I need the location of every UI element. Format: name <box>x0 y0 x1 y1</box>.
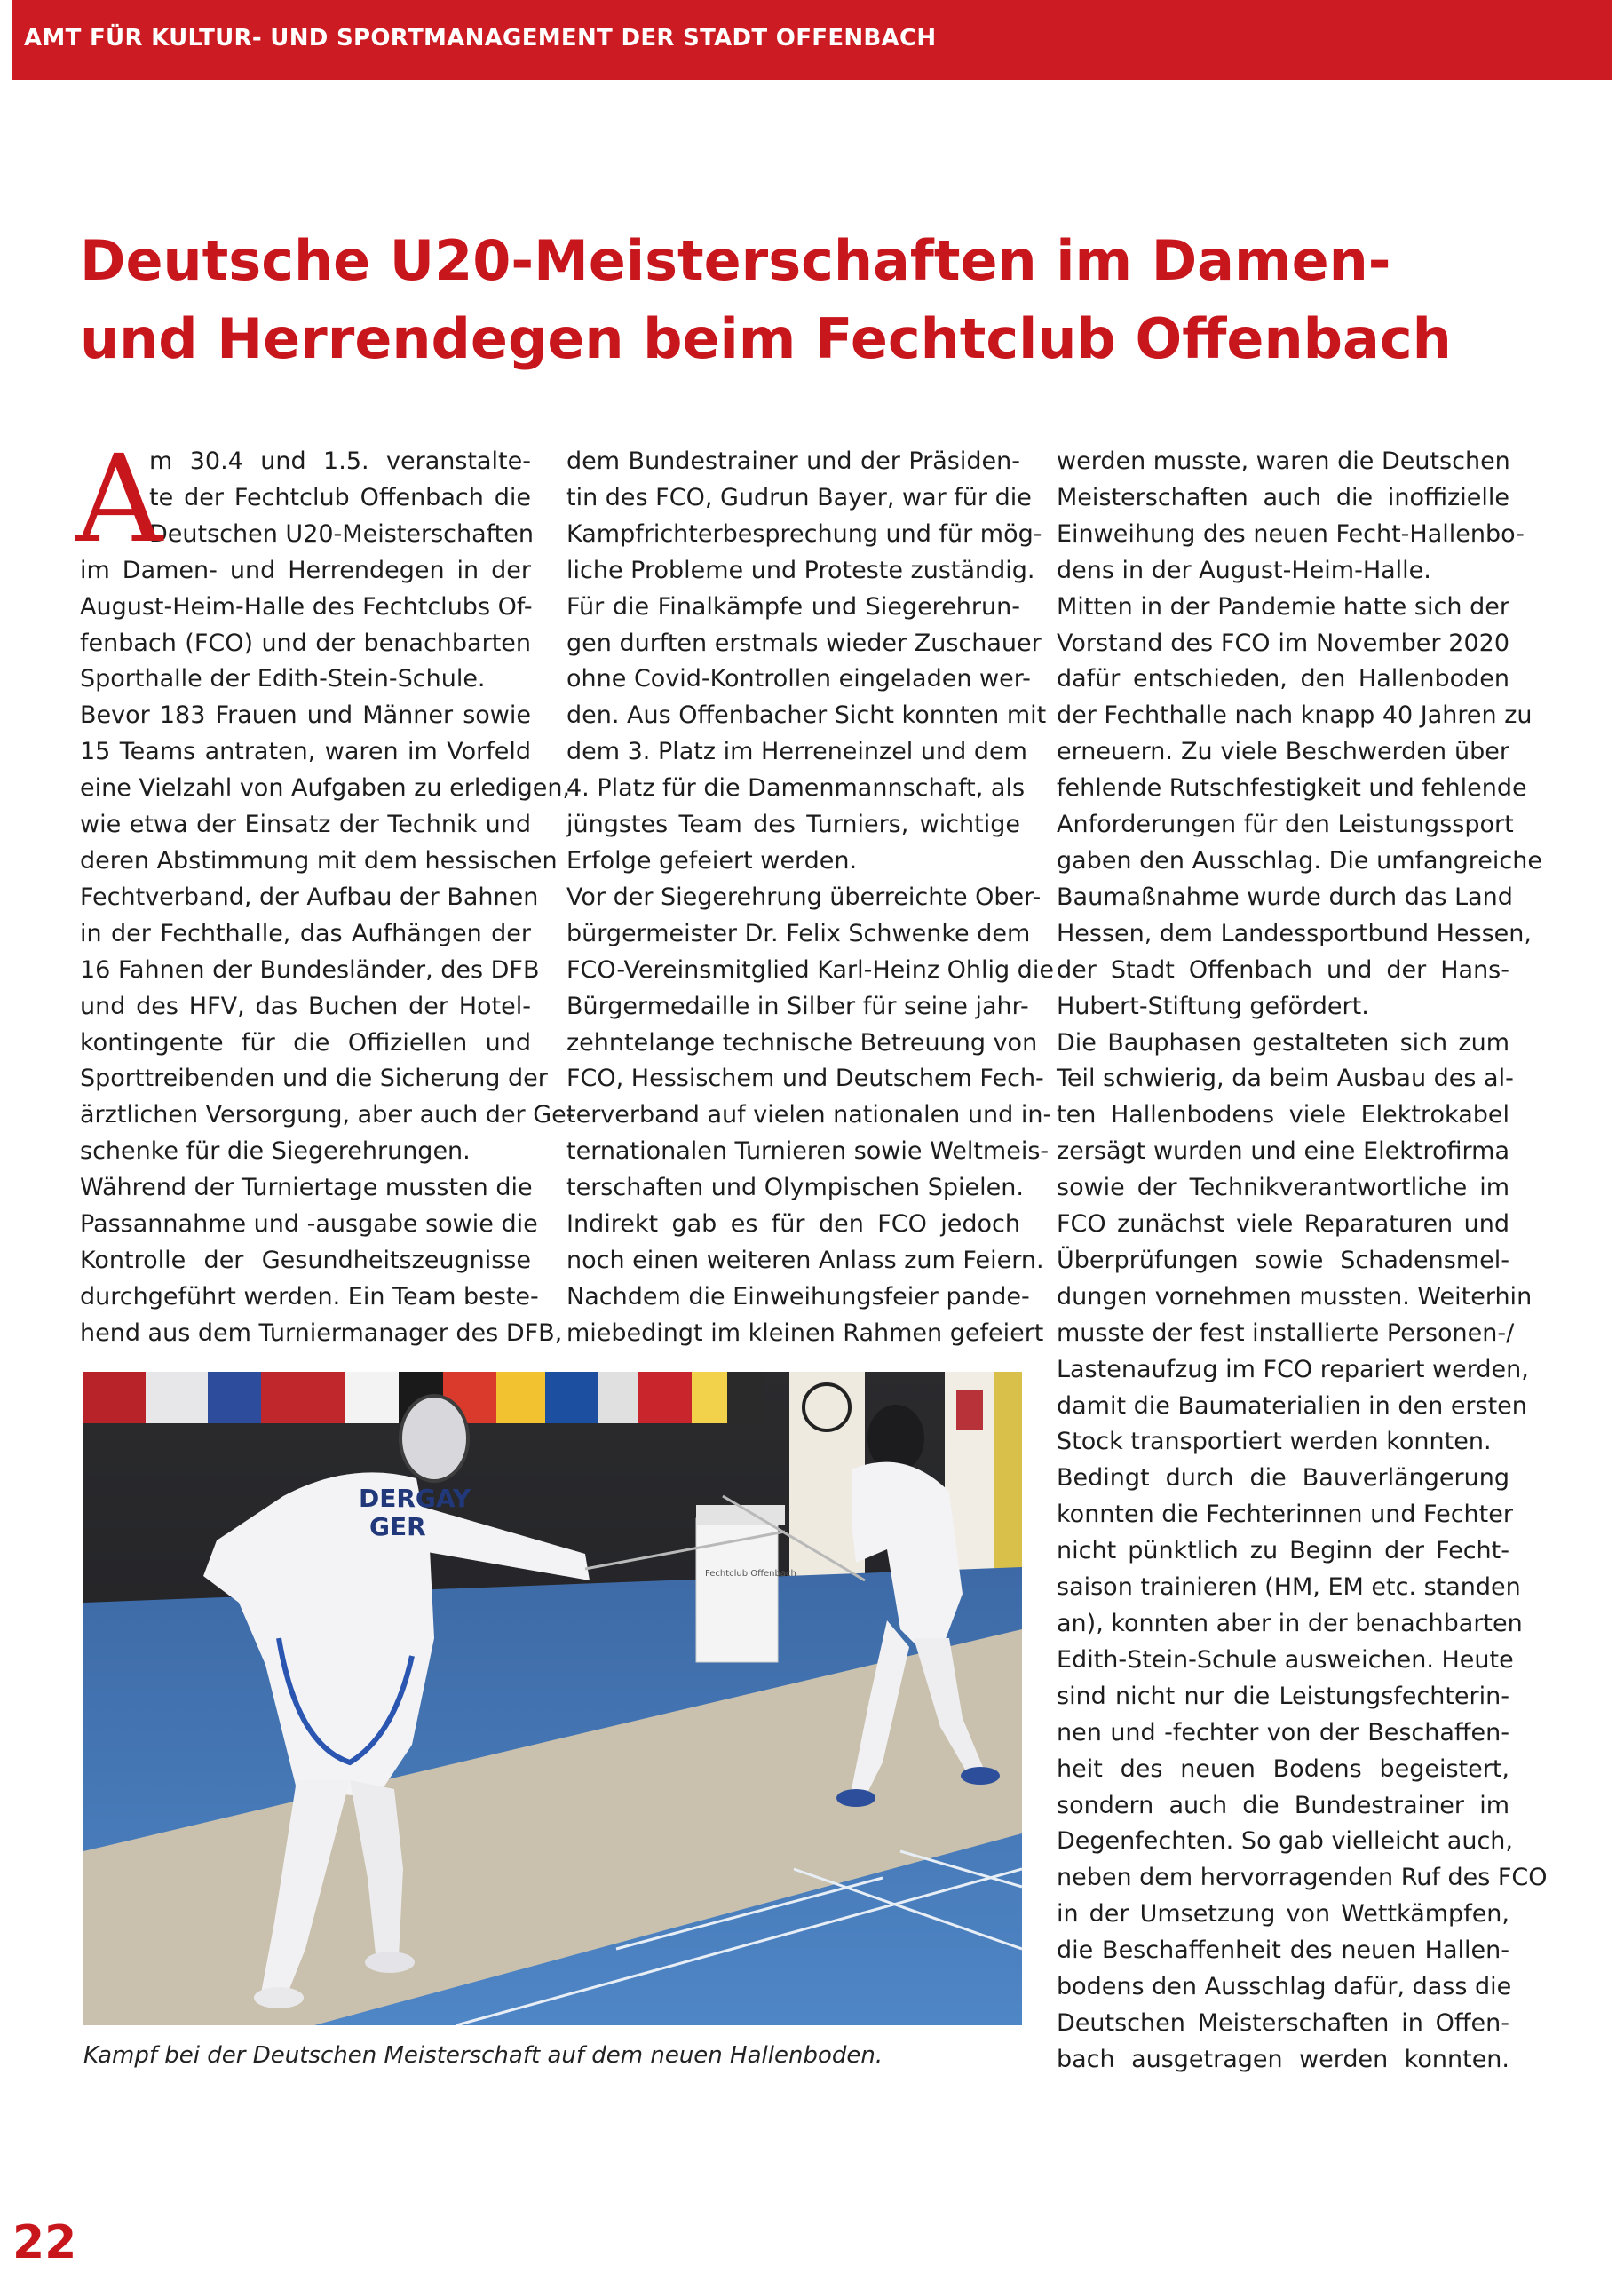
text-line: Anforderungen für den Leistungssport <box>1057 811 1514 839</box>
text-line: Edith-Stein-Schule ausweichen. Heute <box>1057 1645 1514 1674</box>
text-line: Stock transportiert werden konnten. <box>1057 1428 1492 1456</box>
text-line: dem Bundestrainer und der Präsiden- <box>566 447 1020 475</box>
text-line: Für die Finalkämpfe und Siegerehrun- <box>566 592 1020 621</box>
text-line: dafür entschieden, den Hallenboden <box>1057 665 1509 693</box>
text-line: sind nicht nur die Leistungsfechterin- <box>1057 1682 1509 1710</box>
text-line: Vorstand des FCO im November 2020 <box>1057 629 1509 657</box>
text-line: in der Fechthalle, das Aufhängen der <box>80 919 531 947</box>
text-line: fehlende Rutschfestigkeit und fehlende <box>1057 774 1527 803</box>
fencing-match-photo <box>83 1372 1022 2025</box>
text-line: dem 3. Platz im Herreneinzel und dem <box>566 738 1027 766</box>
text-line: tin des FCO, Gudrun Bayer, war für die <box>566 483 1032 511</box>
text-line: Kontrolle der Gesundheitszeugnisse <box>80 1246 531 1274</box>
text-line: gaben den Ausschlag. Die umfangreiche <box>1057 846 1542 875</box>
text-line: Erfolge gefeiert werden. <box>566 846 858 875</box>
text-line: konnten die Fechterinnen und Fechter <box>1057 1501 1513 1529</box>
text-line: gen durften erstmals wieder Zuschauer <box>566 629 1042 657</box>
text-line: der Stadt Offenbach und der Hans- <box>1057 955 1509 984</box>
text-line: Mitten in der Pandemie hatte sich der <box>1057 592 1509 621</box>
text-line: FCO-Vereinsmitglied Karl-Heinz Ohlig die <box>566 955 1054 984</box>
text-line: nen und -fechter von der Beschaffen- <box>1057 1718 1509 1746</box>
text-line: hend aus dem Turniermanager des DFB, <box>80 1319 563 1347</box>
text-line: Überprüfungen sowie Schadensmel- <box>1057 1246 1509 1274</box>
text-line: Passannahme und -ausgabe sowie die <box>80 1210 538 1239</box>
text-line: Indirekt gab es für den FCO jedoch <box>566 1210 1020 1239</box>
text-line: Deutschen U20-Meisterschaften <box>149 519 534 548</box>
article-title <box>80 222 1501 378</box>
text-line: eine Vielzahl von Aufgaben zu erledigen, <box>80 774 571 803</box>
fencer-back-name: DERGAY <box>359 1484 471 1513</box>
text-line: bürgermeister Dr. Felix Schwenke dem <box>566 919 1031 947</box>
text-line: im Damen- und Herrendegen in der <box>80 556 531 584</box>
text-line: schenke für die Siegerehrungen. <box>80 1137 471 1166</box>
text-line: Lastenaufzug im FCO repariert werden, <box>1057 1355 1529 1383</box>
text-line: 15 Teams antraten, waren im Vorfeld <box>80 738 531 766</box>
text-line: Deutschen Meisterschaften in Offen- <box>1057 2008 1509 2037</box>
text-line: Baumaßnahme wurde durch das Land <box>1057 883 1513 911</box>
text-line: bodens den Ausschlag dafür, dass die <box>1057 1973 1512 2001</box>
text-line: Sporthalle der Edith-Stein-Schule. <box>80 665 486 693</box>
text-line: in der Umsetzung von Wettkämpfen, <box>1057 1900 1509 1928</box>
text-line: fenbach (FCO) und der benachbarten <box>80 629 531 657</box>
text-line: ternationalen Turnieren sowie Weltmeis- <box>566 1137 1050 1166</box>
text-line: Teil schwierig, da beim Ausbau des al- <box>1057 1065 1514 1093</box>
text-line: terschaften und Olympischen Spielen. <box>566 1174 1024 1202</box>
text-line: Fechtverband, der Aufbau der Bahnen <box>80 883 539 911</box>
text-line: heit des neuen Bodens begeistert, <box>1057 1754 1509 1783</box>
scoring-table-label: Fechtclub Offenbach <box>705 1569 796 1579</box>
text-line: Vor der Siegerehrung überreichte Ober- <box>566 883 1042 911</box>
fencer-back-country: GER <box>369 1512 426 1541</box>
text-line: erneuern. Zu viele Beschwerden über <box>1057 738 1509 766</box>
text-line: ohne Covid-Kontrollen eingeladen wer- <box>566 665 1031 693</box>
text-line: Während der Turniertage mussten die <box>80 1174 533 1202</box>
text-line: zersägt wurden und eine Elektrofirma <box>1057 1137 1509 1166</box>
text-column-3 <box>1057 444 1548 2079</box>
text-line: Kampfrichterbesprechung und für mög- <box>566 519 1042 548</box>
text-column-1 <box>75 430 575 1352</box>
text-line: terverband auf vielen nationalen und in- <box>566 1101 1052 1129</box>
text-line: werden musste, waren die Deutschen <box>1057 447 1510 475</box>
text-line: Hubert-Stiftung gefördert. <box>1057 992 1369 1020</box>
text-line: und des HFV, das Buchen der Hotel- <box>80 992 531 1020</box>
text-line: te der Fechtclub Offenbach die <box>149 483 531 511</box>
text-line: dens in der August-Heim-Halle. <box>1057 556 1431 584</box>
text-line: Hessen, dem Landessportbund Hessen, <box>1057 919 1532 947</box>
text-line: saison trainieren (HM, EM etc. standen <box>1057 1573 1521 1602</box>
text-line: Degenfechten. So gab vielleicht auch, <box>1057 1827 1513 1856</box>
text-line: August-Heim-Halle des Fechtclubs Of- <box>80 592 533 621</box>
text-line: FCO, Hessischem und Deutschem Fech- <box>566 1065 1044 1093</box>
text-line: m 30.4 und 1.5. veranstalte- <box>149 447 531 475</box>
text-line: Bedingt durch die Bauverlängerung <box>1057 1464 1509 1493</box>
text-column-2 <box>566 444 1054 1352</box>
text-line: an), konnten aber in der benachbarten <box>1057 1610 1523 1637</box>
text-line: 4. Platz für die Damenmannschaft, als <box>566 774 1026 803</box>
text-line: ärztlichen Versorgung, aber auch der Ge- <box>80 1101 575 1129</box>
text-line: die Beschaffenheit des neuen Hallen- <box>1057 1936 1509 1965</box>
text-line: ten Hallenbodens viele Elektrokabel <box>1057 1101 1509 1129</box>
text-line: nicht pünktlich zu Beginn der Fecht- <box>1057 1537 1509 1565</box>
text-line: kontingente für die Offiziellen und <box>80 1028 531 1057</box>
text-line: Bürgermedaille in Silber für seine jahr- <box>566 992 1029 1020</box>
text-line: liche Probleme und Proteste zuständig. <box>566 556 1035 584</box>
article-title-line-2: und Herrendegen beim Fechtclub Offenbach <box>80 306 1452 371</box>
text-line: dungen vornehmen mussten. Weiterhin <box>1057 1282 1533 1311</box>
text-line: bach ausgetragen werden konnten. <box>1057 2045 1509 2073</box>
text-line: 16 Fahnen der Bundesländer, des DFB <box>80 955 540 984</box>
text-line: musste der fest installierte Personen-/ <box>1057 1319 1515 1347</box>
text-line: neben dem hervorragenden Ruf des FCO <box>1057 1864 1548 1892</box>
section-header-bar <box>12 0 1612 80</box>
text-line: Einweihung des neuen Fecht-Hallenbo- <box>1057 519 1525 548</box>
text-line: den. Aus Offenbacher Sicht konnten mit <box>566 701 1047 730</box>
text-line: noch einen weiteren Anlass zum Feiern. <box>566 1246 1044 1274</box>
text-line: Die Bauphasen gestalteten sich zum <box>1057 1028 1509 1057</box>
text-line: durchgeführt werden. Ein Team beste- <box>80 1282 539 1311</box>
text-line: Bevor 183 Frauen und Männer sowie <box>80 701 531 730</box>
text-line: zehntelange technische Betreuung von <box>566 1028 1038 1057</box>
drop-cap: A <box>75 430 163 570</box>
text-line: Meisterschaften auch die inoffizielle <box>1057 483 1509 511</box>
article-title-line-1: Deutsche U20-Meisterschaften im Damen- <box>80 228 1391 293</box>
text-line: sowie der Technikverantwortliche im <box>1057 1174 1509 1202</box>
photo-caption: Kampf bei der Deutschen Meisterschaft auf dem neuen Hallenboden. <box>83 2042 883 2069</box>
fencing-photo-illustration <box>83 1372 1022 2025</box>
text-line: Nachdem die Einweihungsfeier pande- <box>566 1282 1030 1311</box>
text-line: der Fechthalle nach knapp 40 Jahren zu <box>1057 701 1533 730</box>
text-line: FCO zunächst viele Reparaturen und <box>1057 1210 1509 1239</box>
text-line: Sporttreibenden und die Sicherung der <box>80 1065 548 1093</box>
text-line: damit die Baumaterialien in den ersten <box>1057 1391 1527 1420</box>
text-line: deren Abstimmung mit dem hessischen <box>80 846 558 875</box>
text-line: sondern auch die Bundestrainer im <box>1057 1791 1509 1819</box>
page-number: 22 <box>12 2216 77 2269</box>
text-line: wie etwa der Einsatz der Technik und <box>80 811 531 839</box>
text-line: miebedingt im kleinen Rahmen gefeiert <box>566 1319 1044 1347</box>
text-line: jüngstes Team des Turniers, wichtige <box>566 811 1020 839</box>
section-header-title: AMT FÜR KULTUR- UND SPORTMANAGEMENT DER STADT OFFENBACH <box>24 25 937 51</box>
